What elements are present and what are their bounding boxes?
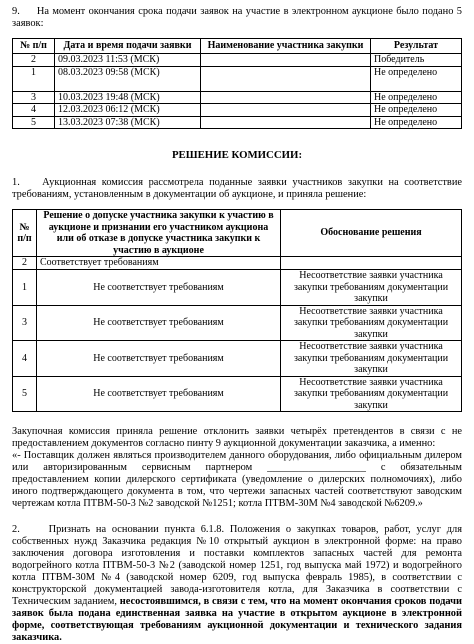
cell-number: 2 <box>13 257 37 270</box>
applications-table <box>12 38 462 129</box>
header-participant-name: Наименование участника закупки <box>201 39 371 54</box>
header-result: Результат <box>371 39 462 54</box>
cell-number: 2 <box>13 54 55 67</box>
cell-justification: Несоответствие заявки участника закупки требованиям документации закупки <box>281 305 462 341</box>
item-2-bold-text: несостоявшимся, в связи с тем, что на момент окончания сроков подачи заявок была подана единственная заявка на участие в открытом аукционе в электронной форме, соответствующая требованиям аукционной документации и технического задания заказчика. <box>12 596 462 643</box>
header-number: № п/п <box>13 210 37 257</box>
table-row <box>13 91 462 104</box>
cell-number: 3 <box>13 91 55 104</box>
cell-number: 1 <box>13 270 37 306</box>
cell-participant <box>201 66 371 91</box>
cell-result: Не определено <box>371 104 462 117</box>
table-row <box>13 341 462 377</box>
table-row <box>13 66 462 91</box>
cell-number: 4 <box>13 341 37 377</box>
cell-decision: Не соответствует требованиям <box>37 376 281 412</box>
decision-heading: РЕШЕНИЕ КОМИССИИ: <box>171 149 303 161</box>
header-justification: Обоснование решения <box>281 210 462 257</box>
cell-date: 09.03.2023 11:53 (МСК) <box>55 54 201 67</box>
cell-number: 1 <box>13 66 55 91</box>
cell-result: Не определено <box>371 91 462 104</box>
cell-number: 5 <box>13 376 37 412</box>
table-row <box>13 305 462 341</box>
item-2-text: 2. Признать на основании пункта 6.1.8. Положения о закупках товаров, работ, услуг для собственных нужд Заказчика редакция №10 открытый аукцион в электронной форме: на право заключения договора изготовления и поставки комплектов запасных частей для ремонта водогрейного котла ПТВМ-50-3 №2 (заводской номер 1251, год выпуска май 1972) и водогрейного котла ПТВМ-30М №4 (заводской номер 6209, год выпуска февраль 1985), в соответствии с конструкторской документацией завода-изготовителя котла, для Заказчика в соответствии с Техническим заданием, <box>12 524 462 607</box>
cell-number: 3 <box>13 305 37 341</box>
cell-date: 08.03.2023 09:58 (МСК) <box>55 66 201 91</box>
cell-justification <box>281 257 462 270</box>
cell-participant <box>201 116 371 129</box>
cell-participant <box>201 91 371 104</box>
table-row <box>13 270 462 306</box>
decision-table-header <box>13 210 462 257</box>
requirement-quote-paragraph: «- Поставщик должен являться производителем данного оборудования, либо официальным дилером или авторизированным сервисным партнером ___________________ с обязательным предоставлением копии дилерского сертификата (уведомление о дилерских полномочиях), либо иного подтверждающего документа в том, что чертежи запасных частей соответствуют заводским чертежам котла ПТВМ-50-3 №2 заводской №1251; котла ПТВМ-30М №4 заводской №6209.» <box>12 450 462 509</box>
table-row <box>13 116 462 129</box>
cell-decision: Не соответствует требованиям <box>37 305 281 341</box>
rejection-paragraph: Закупочная комиссия приняла решение отклонить заявки четырёх претендентов в связи с не предоставлением документов согласно пинту 9 аукционной документации заказчика, а именно: <box>12 426 462 449</box>
cell-date: 13.03.2023 07:38 (МСК) <box>55 116 201 129</box>
applications-table-header <box>13 39 462 54</box>
cell-number: 4 <box>13 104 55 117</box>
item-2-paragraph <box>12 524 462 644</box>
section-9-paragraph: 9. На момент окончания срока подачи заявок на участие в электронном аукционе было подано 5 заявок: <box>12 6 462 29</box>
header-decision: Решение о допуске участника закупки к участию в аукционе и признании его участником аукциона или об отказе в допуске участника закупки к участию в аукционе <box>37 210 281 257</box>
table-row <box>13 376 462 412</box>
cell-date: 10.03.2023 19:48 (МСК) <box>55 91 201 104</box>
table-row <box>13 104 462 117</box>
cell-result: Победитель <box>371 54 462 67</box>
cell-justification: Несоответствие заявки участника закупки требованиям документации закупки <box>281 376 462 412</box>
cell-decision: Соответствует требованиям <box>37 257 281 270</box>
decision-table <box>12 209 462 412</box>
cell-decision: Не соответствует требованиям <box>37 270 281 306</box>
header-submission-date: Дата и время подачи заявки <box>55 39 201 54</box>
cell-number: 5 <box>13 116 55 129</box>
header-number: № п/п <box>13 39 55 54</box>
cell-result: Не определено <box>371 116 462 129</box>
cell-justification: Несоответствие заявки участника закупки требованиям документации закупки <box>281 270 462 306</box>
cell-result: Не определено <box>371 66 462 91</box>
cell-decision: Не соответствует требованиям <box>37 341 281 377</box>
cell-participant <box>201 104 371 117</box>
table-row <box>13 54 462 67</box>
table-row <box>13 257 462 270</box>
cell-date: 12.03.2023 06:12 (МСК) <box>55 104 201 117</box>
item-1-paragraph: 1. Аукционная комиссия рассмотрела поданные заявки участников закупки на соответствие требованиям, установленным в документации об аукционе, и приняла решение: <box>12 177 462 200</box>
cell-justification: Несоответствие заявки участника закупки требованиям документации закупки <box>281 341 462 377</box>
cell-participant <box>201 54 371 67</box>
